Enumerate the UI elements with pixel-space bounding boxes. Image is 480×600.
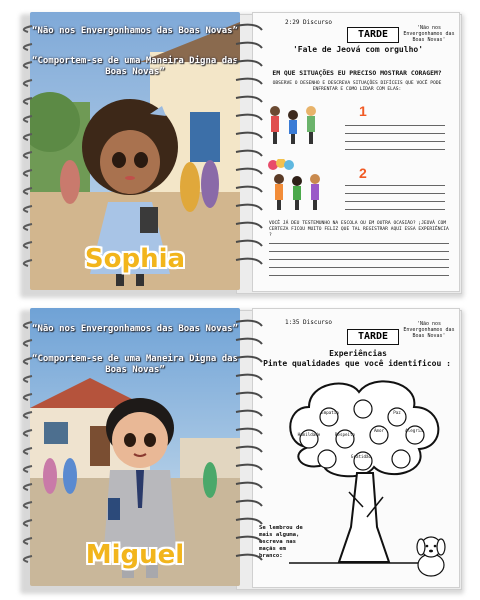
spiral-binding-left <box>16 314 46 576</box>
page-title: Experiências <box>329 349 387 358</box>
instruction-text: OBSERVE O DESENHO E DESCREVA SITUAÇÕES DIFÍCEIS QUE VOCÊ PODE ENFRENTAR E COMO LIDAR COM ELAS: <box>272 81 442 92</box>
apple-label: Paz <box>393 410 401 415</box>
item-number-2: 2 <box>359 165 367 181</box>
answer-line <box>345 149 445 150</box>
cover-miguel <box>30 308 240 586</box>
answer-line <box>269 243 449 244</box>
apple-label: Gratidão <box>350 454 372 459</box>
period-tag: TARDE <box>347 27 399 43</box>
answer-line <box>269 267 449 268</box>
apple-label: Humildade <box>297 432 321 437</box>
cover-quote-1: “Não nos Envergonhamos das Boas Novas” <box>32 26 238 36</box>
time-label: 2:29 Discurso <box>285 19 332 26</box>
page-subtitle: Pinte qualidades que você identificou : <box>263 359 451 368</box>
item-number-1: 1 <box>359 103 367 119</box>
time-label: 1:35 Discurso <box>285 319 332 326</box>
kids-illustration-1 <box>265 101 325 147</box>
apple-label: Empatia <box>321 410 339 415</box>
side-note: Se lembrou de mais alguma, escreva nas maçãs em branco: <box>259 525 303 559</box>
answer-line <box>345 133 445 134</box>
spiral-binding-right <box>234 314 264 576</box>
cover-name: Sophia <box>84 244 186 274</box>
stamp-text: 'Não nos Envergonhamos das Boas Novas' <box>403 321 455 339</box>
period-tag: TARDE <box>347 329 399 345</box>
spiral-binding-right <box>234 18 264 280</box>
answer-line <box>269 275 449 276</box>
notebook-miguel <box>14 304 466 592</box>
answer-line <box>269 259 449 260</box>
apple-label: Alegria <box>405 428 423 433</box>
spiral-binding-left <box>16 18 46 280</box>
bottom-question: VOCÊ JÁ DEU TESTEMUNHO NA ESCOLA OU EM OUTRA OCASIÃO? ¡JEOVÁ COM CERTEZA FICOU MUITO FELIZ QUE TAL REGISTRAR AQUI ESSA EXPERIÊNCIA ? <box>269 221 449 238</box>
answer-line <box>345 201 445 202</box>
answer-line <box>345 141 445 142</box>
puppy-illustration <box>411 531 453 579</box>
answer-line <box>345 125 445 126</box>
answer-line <box>345 185 445 186</box>
question-text: EM QUE SITUAÇÕES EU PRECISO MOSTRAR CORAGEM? <box>272 69 442 77</box>
activity-page-1 <box>252 12 460 292</box>
cover-sophia <box>30 12 240 290</box>
kids-illustration-2 <box>265 159 327 211</box>
page-title: 'Fale de Jeová com orgulho' <box>292 45 424 54</box>
answer-line <box>345 193 445 194</box>
activity-page-2 <box>252 308 460 588</box>
answer-line <box>345 209 445 210</box>
cover-name: Miguel <box>85 540 185 570</box>
answer-line <box>269 251 449 252</box>
cover-quote-2: “Comportem-se de uma Maneira Digna das Boas Novas” <box>32 56 238 77</box>
apple-label: Amor <box>373 428 385 433</box>
apple-label: Respeito <box>334 432 356 437</box>
notebook-sophia <box>14 8 466 296</box>
stamp-text: 'Não nos Envergonhamos das Boas Novas' <box>403 25 455 43</box>
cover-quote-1: “Não nos Envergonhamos das Boas Novas” <box>32 324 238 334</box>
cover-quote-2: “Comportem-se de uma Maneira Digna das Boas Novas” <box>32 354 238 375</box>
